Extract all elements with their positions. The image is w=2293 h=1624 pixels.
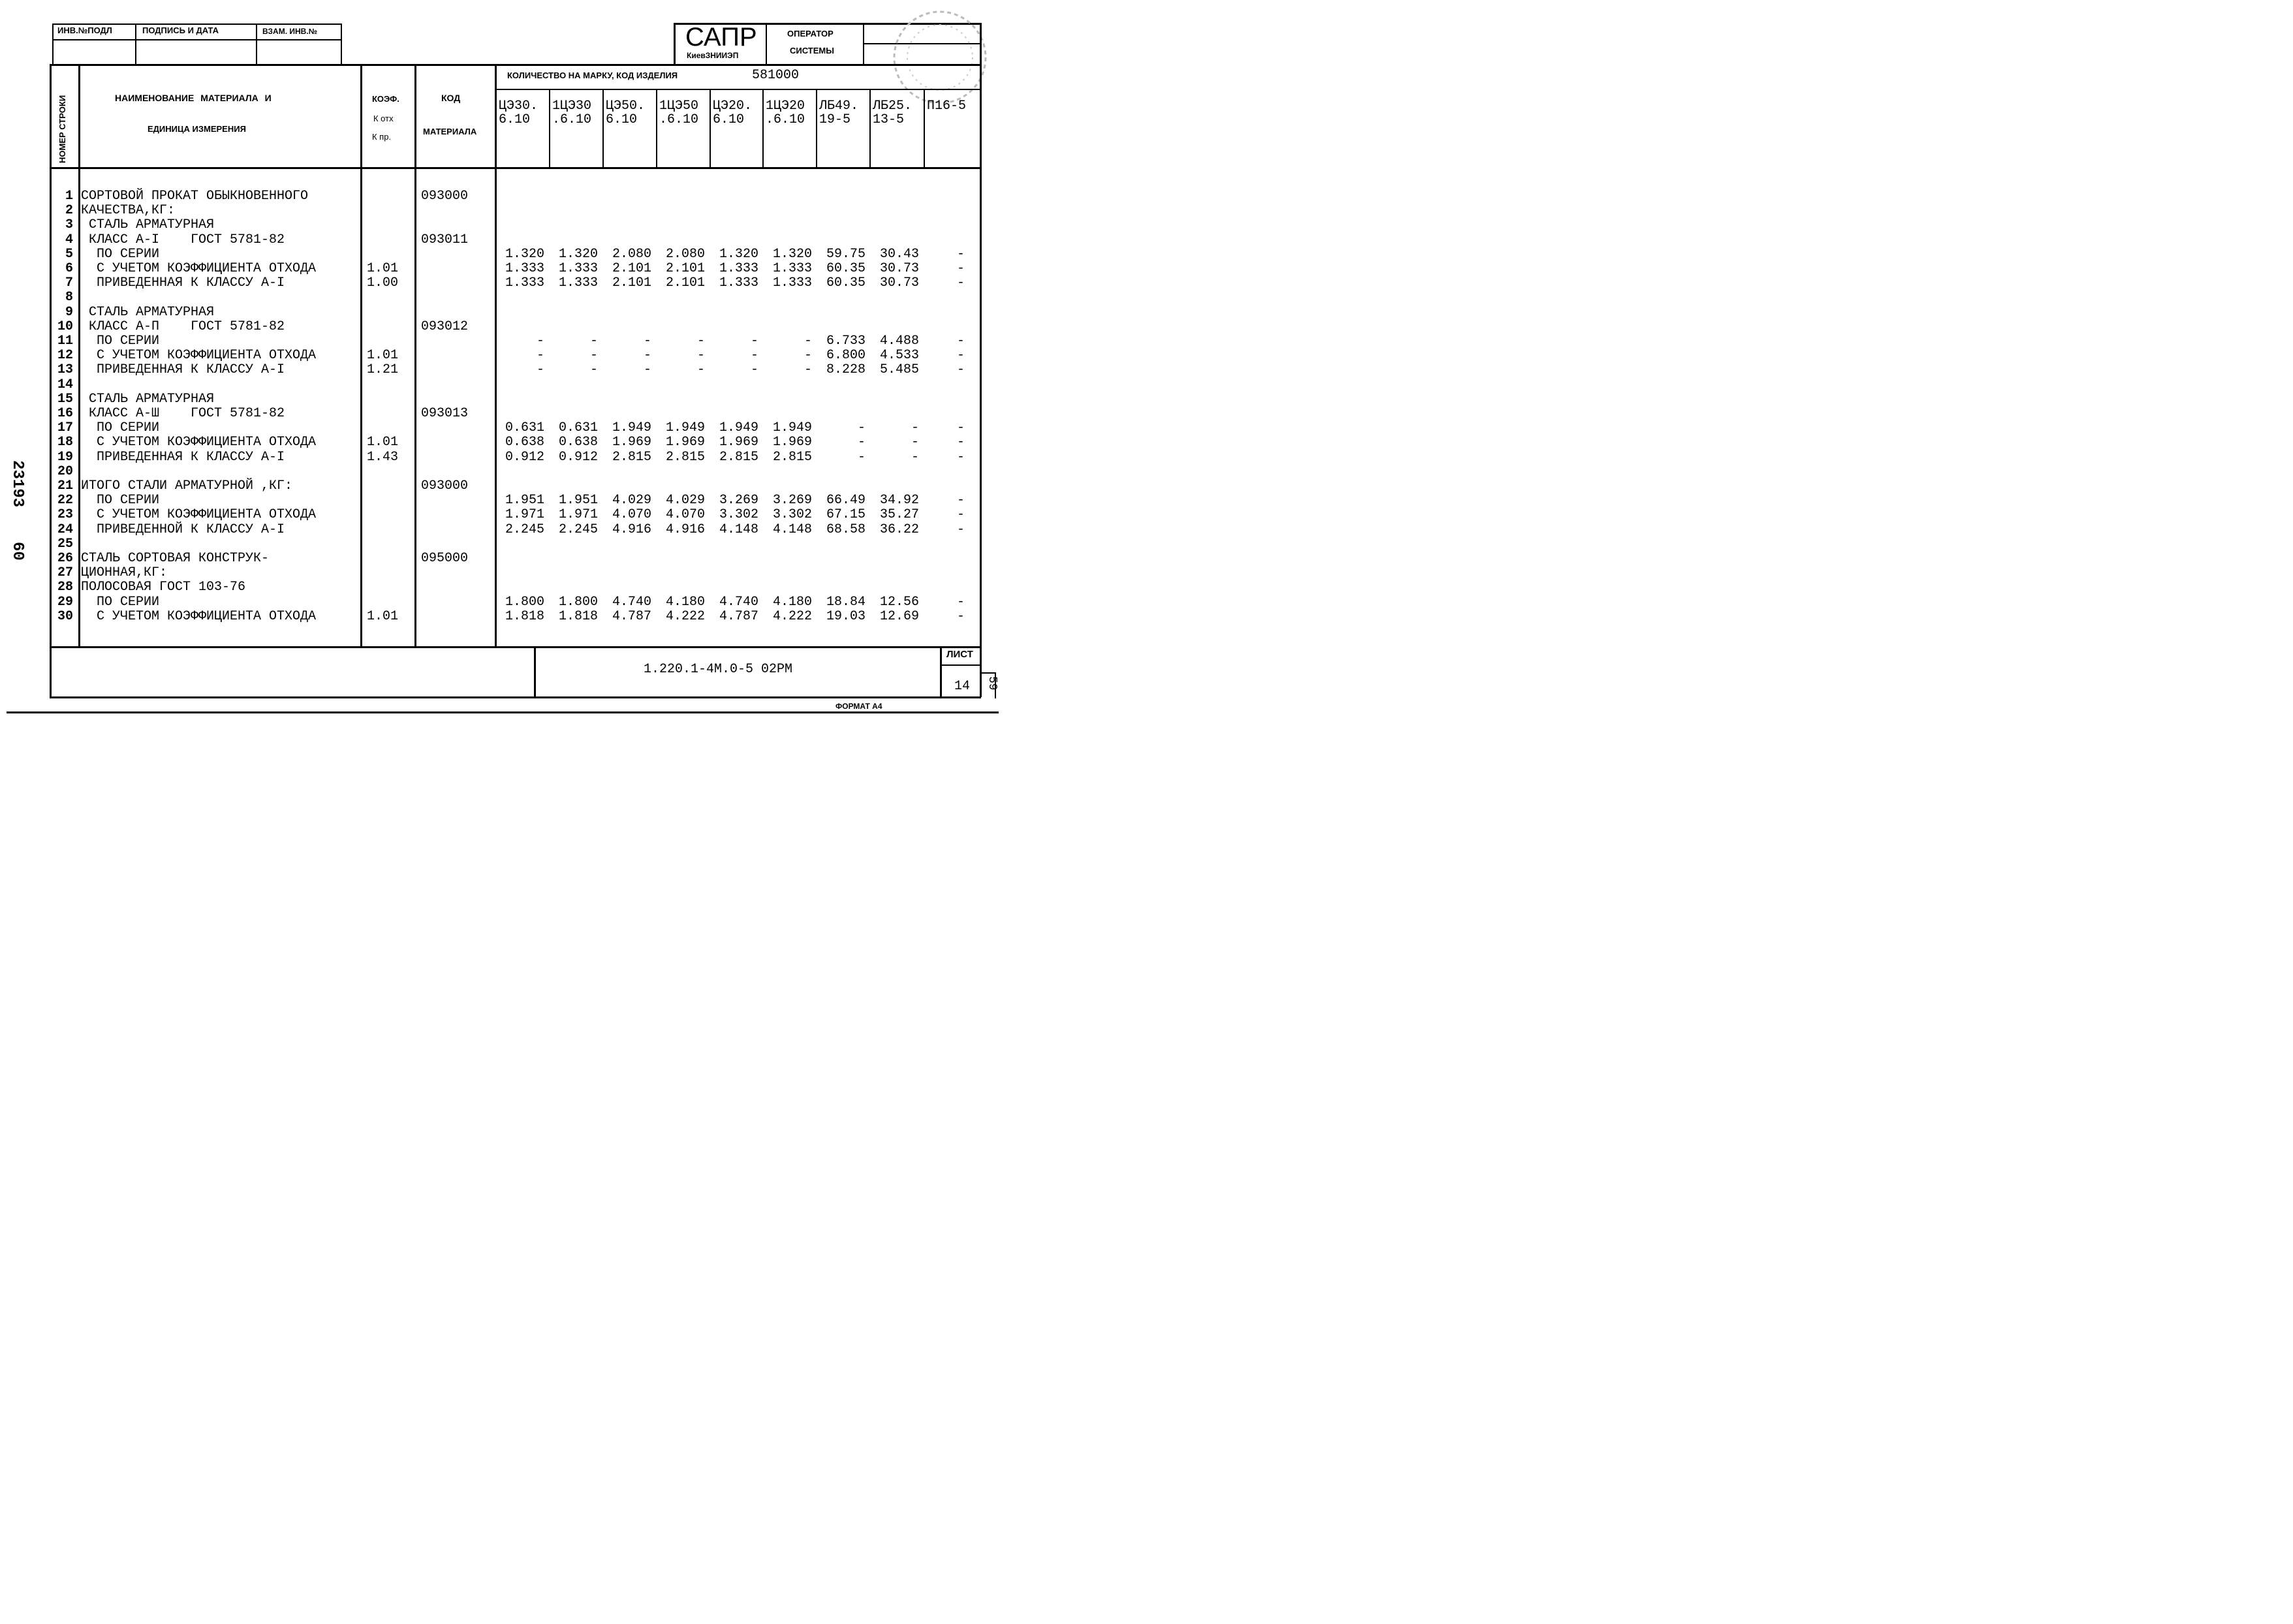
quantity-value: 1.949: [772, 420, 812, 436]
coef-header-1: КОЭФ.: [372, 94, 399, 104]
quantity-value: 1.971: [505, 507, 544, 523]
material-code: 093000: [421, 189, 469, 204]
quantity-value: 1.971: [558, 507, 598, 523]
mark-column-header-line-2: 6.10: [499, 112, 531, 127]
coefficient: 1.00: [367, 275, 399, 291]
row-number: 14: [57, 377, 73, 392]
quantity-value: 4.488: [879, 334, 919, 349]
margin-number-2: 60: [8, 542, 26, 561]
quantity-value: 6.800: [826, 348, 866, 364]
row-number: 10: [57, 319, 73, 334]
format-label: ФОРМАТ А4: [835, 702, 882, 711]
table-row: [0, 276, 979, 290]
quantity-value: -: [956, 594, 965, 610]
quantity-value: 19.03: [826, 608, 866, 624]
inv-podl-label: ИНВ.№ПОДЛ: [57, 25, 112, 35]
quantity-value: -: [956, 362, 965, 378]
row-number: 28: [57, 580, 73, 595]
quantity-value: 18.84: [826, 594, 866, 610]
mark-column-header-line-1: 1ЦЭ30: [552, 99, 592, 114]
table-row: [0, 566, 979, 580]
quantity-value: 4.916: [665, 522, 705, 537]
table-row: [0, 392, 979, 407]
quantity-value: 0.631: [558, 420, 598, 436]
side-page-number: 59: [986, 676, 999, 691]
coefficient: 1.01: [367, 261, 399, 276]
mark-column-header: [713, 99, 752, 127]
quantity-value: 6.733: [826, 334, 866, 349]
row-number: 4: [65, 232, 73, 247]
mark-column-header-line-1: 1ЦЭ20: [766, 99, 805, 114]
table-row: [0, 334, 979, 349]
table-row: [0, 435, 979, 450]
product-code: 581000: [752, 68, 800, 83]
quantity-value: 4.787: [612, 608, 651, 624]
vzam-inv-label: ВЗАМ. ИНВ.№: [262, 27, 318, 36]
quantity-value: 2.815: [719, 449, 758, 465]
row-number-header: НОМЕР СТРОКИ: [57, 95, 67, 163]
row-number: 17: [57, 420, 73, 436]
quantity-value: -: [956, 522, 965, 537]
quantity-value: 59.75: [826, 246, 866, 262]
row-number: 7: [65, 275, 73, 291]
quantity-value: 60.35: [826, 261, 866, 276]
quantity-value: 2.101: [665, 275, 705, 291]
quantity-value: 36.22: [879, 522, 919, 537]
mark-column-header-line-1: ЦЭ20.: [713, 99, 753, 114]
row-number: 25: [57, 536, 73, 552]
row-number: 15: [57, 391, 73, 407]
table-row: [0, 493, 979, 508]
operator-label-1: ОПЕРАТОР: [787, 29, 834, 39]
coefficient: 1.21: [367, 362, 399, 378]
quantity-value: 4.029: [612, 493, 651, 508]
row-number: 3: [65, 217, 73, 233]
material-name: ПРИВЕДЕННАЯ К КЛАССУ А-I: [81, 449, 285, 465]
margin-number-1: 23193: [8, 460, 26, 508]
quantity-value: 2.101: [665, 261, 705, 276]
quantity-value: -: [956, 608, 965, 624]
row-number: 18: [57, 435, 73, 450]
quantity-value: 68.58: [826, 522, 866, 537]
quantity-value: 4.180: [665, 594, 705, 610]
mark-column-header-line-1: 1ЦЭ50: [659, 99, 699, 114]
quantity-value: 1.969: [612, 435, 651, 450]
quantity-value: -: [857, 435, 866, 450]
quantity-value: -: [956, 246, 965, 262]
row-number: 9: [65, 304, 73, 320]
table-row: [0, 262, 979, 276]
material-code: 093000: [421, 478, 469, 493]
quantity-value: -: [911, 435, 919, 450]
quantity-value: 1.818: [558, 608, 598, 624]
material-code: 093012: [421, 319, 469, 334]
coef-header-3: К пр.: [372, 132, 392, 142]
quantity-value: 1.333: [772, 275, 812, 291]
material-name: С УЧЕТОМ КОЭФФИЦИЕНТА ОТХОДА: [81, 348, 317, 364]
quantity-value: -: [536, 334, 544, 349]
material-name: ПРИВЕДЕННАЯ К КЛАССУ А-I: [81, 362, 285, 378]
material-name: ПО СЕРИИ: [81, 246, 160, 262]
sapr-org: КиевЗНИИЭП: [687, 51, 739, 60]
quantity-value: 1.949: [612, 420, 651, 436]
quantity-value: -: [956, 275, 965, 291]
quantity-value: 1.969: [665, 435, 705, 450]
quantity-value: -: [956, 334, 965, 349]
row-number: 21: [57, 478, 73, 493]
quantity-value: 3.269: [772, 493, 812, 508]
material-name: С УЧЕТОМ КОЭФФИЦИЕНТА ОТХОДА: [81, 608, 317, 624]
quantity-value: 4.787: [719, 608, 758, 624]
mark-column-header: [819, 99, 858, 127]
quantity-value: -: [803, 334, 812, 349]
row-number: 29: [57, 594, 73, 610]
row-number: 2: [65, 203, 73, 219]
quantity-value: 1.969: [719, 435, 758, 450]
mark-column-header-line-2: 6.10: [606, 112, 638, 127]
quantity-value: -: [643, 334, 651, 349]
quantity-value: 4.070: [612, 507, 651, 523]
table-row: [0, 523, 979, 537]
table-row: [0, 247, 979, 262]
row-number: 6: [65, 261, 73, 276]
material-name: С УЧЕТОМ КОЭФФИЦИЕНТА ОТХОДА: [81, 435, 317, 450]
quantity-value: -: [956, 449, 965, 465]
table-row: [0, 305, 979, 320]
row-number: 22: [57, 493, 73, 508]
material-name-header-2: ЕДИНИЦА ИЗМЕРЕНИЯ: [148, 124, 246, 134]
material-name: СОРТОВОЙ ПРОКАТ ОБЫКНОВЕННОГО: [81, 189, 309, 204]
quantity-value: -: [857, 449, 866, 465]
quantity-value: 2.245: [505, 522, 544, 537]
table-row: [0, 537, 979, 552]
mark-column-header-line-1: П16-5: [927, 99, 967, 114]
quantity-value: 66.49: [826, 493, 866, 508]
quantity-value: 8.228: [826, 362, 866, 378]
row-number: 24: [57, 522, 73, 537]
quantity-value: 0.912: [505, 449, 544, 465]
quantity-value: -: [643, 362, 651, 378]
quantity-value: 12.56: [879, 594, 919, 610]
quantity-value: 3.302: [772, 507, 812, 523]
material-code: 093011: [421, 232, 469, 247]
row-number: 12: [57, 348, 73, 364]
quantity-value: 1.949: [719, 420, 758, 436]
material-name: С УЧЕТОМ КОЭФФИЦИЕНТА ОТХОДА: [81, 507, 317, 523]
quantity-value: -: [696, 334, 705, 349]
quantity-value: 4.148: [772, 522, 812, 537]
mark-column-header-line-2: .6.10: [766, 112, 805, 127]
quantity-value: -: [536, 362, 544, 378]
row-number: 16: [57, 406, 73, 421]
quantity-value: 0.638: [505, 435, 544, 450]
quantity-value: -: [750, 348, 758, 364]
quantity-value: 30.73: [879, 275, 919, 291]
quantity-value: 34.92: [879, 493, 919, 508]
quantity-value: 1.320: [772, 246, 812, 262]
coefficient: 1.01: [367, 435, 399, 450]
operator-label-2: СИСТЕМЫ: [790, 46, 834, 55]
table-row: [0, 349, 979, 363]
quantity-value: 1.800: [505, 594, 544, 610]
quantity-value: 5.485: [879, 362, 919, 378]
quantity-value: 3.302: [719, 507, 758, 523]
table-row: [0, 320, 979, 334]
material-name: КЛАСС А-Ш ГОСТ 5781-82: [81, 406, 285, 421]
quantity-value: 2.815: [612, 449, 651, 465]
quantity-value: 4.180: [772, 594, 812, 610]
material-name: ПО СЕРИИ: [81, 420, 160, 436]
table-row: [0, 465, 979, 479]
table-row: [0, 378, 979, 392]
quantity-value: 12.69: [879, 608, 919, 624]
quantity-value: -: [956, 435, 965, 450]
quantity-value: -: [956, 493, 965, 508]
quantity-value: 1.320: [505, 246, 544, 262]
material-name: ПО СЕРИИ: [81, 493, 160, 508]
table-row: [0, 610, 979, 624]
quantity-value: -: [911, 420, 919, 436]
code-header-2: МАТЕРИАЛА: [423, 127, 477, 136]
quantity-value: 35.27: [879, 507, 919, 523]
row-number: 8: [65, 290, 73, 305]
table-row: [0, 407, 979, 421]
quantity-value: 4.148: [719, 522, 758, 537]
signature-date-label: ПОДПИСЬ И ДАТА: [142, 25, 219, 35]
mark-column-header: [606, 99, 645, 127]
quantity-value: -: [956, 348, 965, 364]
material-name: КЛАСС А-П ГОСТ 5781-82: [81, 319, 285, 334]
material-name: ПРИВЕДЕННАЯ К КЛАССУ А-I: [81, 275, 285, 291]
quantity-value: 1.333: [719, 261, 758, 276]
table-row: [0, 595, 979, 610]
quantity-value: 1.333: [719, 275, 758, 291]
mark-column-header: [766, 99, 805, 127]
row-number: 13: [57, 362, 73, 378]
quantity-value: -: [589, 334, 598, 349]
quantity-value: 2.245: [558, 522, 598, 537]
table-row: [0, 552, 979, 566]
quantity-value: 1.320: [558, 246, 598, 262]
quantity-value: 1.333: [558, 275, 598, 291]
coefficient: 1.01: [367, 608, 399, 624]
table-row: [0, 204, 979, 218]
row-number: 5: [65, 246, 73, 262]
mark-column-header-line-2: 13-5: [873, 112, 905, 127]
quantity-value: 1.818: [505, 608, 544, 624]
mark-column-header-line-1: ЦЭ30.: [499, 99, 538, 114]
sheet-number: 14: [954, 679, 971, 694]
row-number: 27: [57, 565, 73, 581]
table-row: [0, 363, 979, 377]
mark-column-header: [927, 99, 966, 113]
coefficient: 1.43: [367, 449, 399, 465]
quantity-value: 1.949: [665, 420, 705, 436]
quantity-value: 4.222: [772, 608, 812, 624]
sheet-label: ЛИСТ: [946, 649, 973, 660]
mark-column-header-line-1: ЛБ25.: [873, 99, 913, 114]
mark-column-header: [552, 99, 591, 127]
quantity-value: -: [803, 348, 812, 364]
quantity-value: 4.222: [665, 608, 705, 624]
table-row: [0, 218, 979, 232]
table-row: [0, 290, 979, 305]
row-number: 1: [65, 189, 73, 204]
material-code: 093013: [421, 406, 469, 421]
quantity-value: 3.269: [719, 493, 758, 508]
quantity-value: 60.35: [826, 275, 866, 291]
row-number: 30: [57, 608, 73, 624]
material-name: ПО СЕРИИ: [81, 594, 160, 610]
table-row: [0, 580, 979, 595]
row-number: 23: [57, 507, 73, 523]
table-row: [0, 189, 979, 204]
quantity-value: 0.631: [505, 420, 544, 436]
material-name: КЛАСС А-I ГОСТ 5781-82: [81, 232, 285, 247]
material-name: ПОЛОСОВАЯ ГОСТ 103-76: [81, 580, 246, 595]
quantity-value: 67.15: [826, 507, 866, 523]
quantity-value: 30.73: [879, 261, 919, 276]
material-name: ИТОГО СТАЛИ АРМАТУРНОЙ ,КГ:: [81, 478, 293, 493]
quantity-value: 4.740: [612, 594, 651, 610]
quantity-value: 1.969: [772, 435, 812, 450]
quantity-header: КОЛИЧЕСТВО НА МАРКУ, КОД ИЗДЕЛИЯ: [507, 70, 678, 80]
quantity-value: 4.070: [665, 507, 705, 523]
quantity-value: 0.912: [558, 449, 598, 465]
table-row: [0, 233, 979, 247]
mark-column-header: [873, 99, 912, 127]
row-number: 11: [57, 334, 73, 349]
row-number: 20: [57, 463, 73, 479]
table-row: [0, 479, 979, 493]
mark-column-header-line-2: .6.10: [552, 112, 592, 127]
quantity-value: 4.029: [665, 493, 705, 508]
row-number: 19: [57, 449, 73, 465]
quantity-value: -: [911, 449, 919, 465]
material-name: ПО СЕРИИ: [81, 334, 160, 349]
document-code: 1.220.1-4М.0-5 02РМ: [644, 662, 793, 677]
quantity-value: 2.080: [612, 246, 651, 262]
code-header-1: КОД: [441, 93, 461, 103]
material-name-header-1: НАИМЕНОВАНИЕ МАТЕРИАЛА И: [115, 93, 272, 103]
mark-column-header-line-1: ЛБ49.: [819, 99, 859, 114]
mark-column-header: [659, 99, 698, 127]
quantity-value: -: [643, 348, 651, 364]
mark-column-header-line-2: 6.10: [713, 112, 745, 127]
quantity-value: 2.101: [612, 261, 651, 276]
quantity-value: 1.333: [505, 275, 544, 291]
quantity-value: -: [750, 362, 758, 378]
table-row: [0, 508, 979, 522]
mark-column-header-line-2: .6.10: [659, 112, 699, 127]
quantity-value: -: [696, 362, 705, 378]
mark-column-header: [499, 99, 538, 127]
quantity-value: 2.080: [665, 246, 705, 262]
sapr-title: САПР: [685, 23, 757, 52]
quantity-value: -: [956, 261, 965, 276]
quantity-value: 2.815: [665, 449, 705, 465]
material-name: КАЧЕСТВА,КГ:: [81, 203, 176, 219]
quantity-value: 1.333: [558, 261, 598, 276]
quantity-value: -: [750, 334, 758, 349]
material-name: СТАЛЬ АРМАТУРНАЯ: [81, 391, 215, 407]
quantity-value: 1.951: [505, 493, 544, 508]
mark-column-header-line-2: 19-5: [819, 112, 851, 127]
quantity-value: -: [803, 362, 812, 378]
quantity-value: 1.800: [558, 594, 598, 610]
quantity-value: -: [857, 420, 866, 436]
quantity-value: 4.533: [879, 348, 919, 364]
material-name: СТАЛЬ АРМАТУРНАЯ: [81, 217, 215, 233]
material-name: ЦИОННАЯ,КГ:: [81, 565, 168, 581]
material-code: 095000: [421, 551, 469, 566]
row-number: 26: [57, 551, 73, 566]
coefficient: 1.01: [367, 348, 399, 364]
quantity-value: -: [956, 507, 965, 523]
quantity-value: 2.815: [772, 449, 812, 465]
quantity-value: -: [536, 348, 544, 364]
quantity-value: -: [696, 348, 705, 364]
mark-column-header-line-1: ЦЭ50.: [606, 99, 646, 114]
material-name: СТАЛЬ АРМАТУРНАЯ: [81, 304, 215, 320]
quantity-value: 4.916: [612, 522, 651, 537]
quantity-value: 1.951: [558, 493, 598, 508]
quantity-value: -: [956, 420, 965, 436]
material-name: ПРИВЕДЕННОЙ К КЛАССУ А-I: [81, 522, 285, 537]
coef-header-2: К отх: [373, 114, 394, 123]
quantity-value: 0.638: [558, 435, 598, 450]
quantity-value: -: [589, 362, 598, 378]
quantity-value: 4.740: [719, 594, 758, 610]
quantity-value: 1.333: [772, 261, 812, 276]
quantity-value: 1.320: [719, 246, 758, 262]
quantity-value: 2.101: [612, 275, 651, 291]
quantity-value: 30.43: [879, 246, 919, 262]
material-name: СТАЛЬ СОРТОВАЯ КОНСТРУК-: [81, 551, 270, 566]
table-row: [0, 450, 979, 465]
material-name: С УЧЕТОМ КОЭФФИЦИЕНТА ОТХОДА: [81, 261, 317, 276]
quantity-value: 1.333: [505, 261, 544, 276]
quantity-value: -: [589, 348, 598, 364]
table-row: [0, 421, 979, 435]
